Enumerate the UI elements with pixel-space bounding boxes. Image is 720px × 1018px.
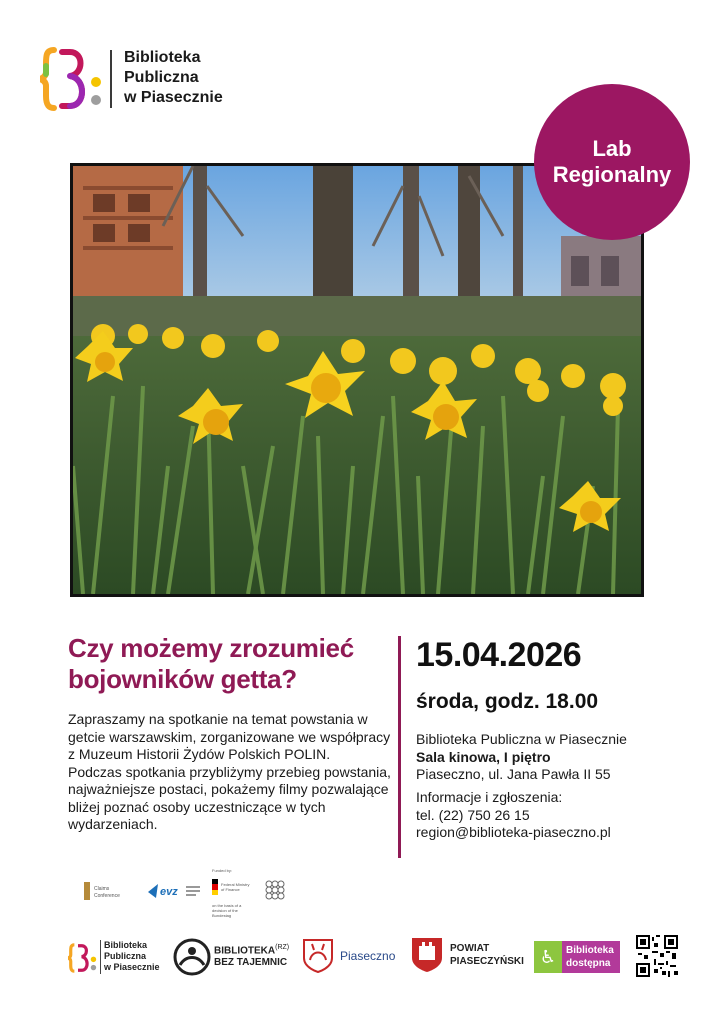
biblioteka-dostepna-logo — [534, 941, 620, 973]
footer-library-line-3: w Piasecznie — [104, 962, 160, 972]
venue-address: Piaseczno, ul. Jana Pawła II 55 — [416, 766, 611, 782]
contact-info — [416, 789, 611, 842]
polin-dots-icon — [265, 880, 285, 900]
german-flag-icon — [212, 879, 218, 895]
event-description — [68, 711, 398, 834]
badge-line-1: Lab — [592, 136, 632, 161]
piaseczno-logo — [302, 936, 400, 978]
daffodils-image — [73, 166, 641, 594]
federal-ministry-logo — [212, 868, 256, 918]
footer-library-logo — [68, 938, 163, 978]
contact-label: Informacje i zgłoszenia: — [416, 789, 563, 805]
powiat-line-1: POWIAT — [450, 943, 490, 954]
contact-phone[interactable]: tel. (22) 750 26 15 — [416, 806, 530, 823]
library-name-line-3: w Piasecznie — [124, 89, 223, 106]
powiat-line-2: PIASECZYŃSKI — [450, 956, 524, 967]
footer-library-mark-icon — [68, 940, 98, 976]
qr-code-icon — [636, 935, 678, 977]
bez-tajemnic-line-1: BIBLIOTEKA — [214, 945, 276, 957]
powiat-logo — [410, 936, 524, 978]
funded-by-label: Funded by: — [212, 868, 233, 873]
venue-room: Sala kinowa, I piętro — [416, 748, 551, 765]
venue-name: Biblioteka Publiczna w Piasecznie — [416, 731, 627, 747]
powiat-crest-icon — [410, 936, 444, 974]
piaseczno-label: Piaseczno — [340, 949, 396, 963]
event-description-paragraph-1: Zapraszamy na spotkanie na temat powstania w getcie warszawskim, zorganizowane we współpracy z Muzeum Historii Żydów Polskich POLIN. — [68, 711, 391, 762]
column-divider — [398, 636, 401, 858]
svg-text:Conference: Conference — [94, 893, 120, 899]
event-venue — [416, 731, 627, 784]
dostepna-line-2: dostępna — [566, 958, 611, 969]
event-title: Czy możemy zrozumieć bojowników getta? — [68, 633, 354, 694]
bez-tajemnic-sup: (RZ) — [275, 944, 290, 951]
evz-logo — [146, 878, 202, 904]
badge-line-2: Regionalny — [552, 162, 672, 187]
piaseczno-crest-icon — [302, 938, 334, 974]
library-name-line-2: Publiczna — [124, 69, 199, 86]
daffodils-photo — [70, 163, 644, 597]
bundestag-label: on the basis of a decision of the Bundestag — [212, 903, 242, 918]
logo-divider — [110, 50, 112, 108]
event-day-time: środa, godz. 18.00 — [416, 690, 599, 713]
event-date: 15.04.2026 — [416, 636, 582, 674]
contact-email[interactable]: region@biblioteka-piaseczno.pl — [416, 824, 611, 840]
dostepna-line-1: Biblioteka — [566, 945, 614, 956]
qr-code[interactable] — [636, 935, 678, 977]
lab-regionalny-badge — [534, 84, 690, 240]
svg-text:Claims: Claims — [94, 886, 110, 892]
library-logo-mark-icon — [40, 46, 106, 112]
library-name-line-1: Biblioteka — [124, 49, 201, 66]
bez-tajemnic-line-2: BEZ TAJEMNIC — [214, 957, 288, 969]
svg-text:evz: evz — [160, 886, 178, 898]
bez-tajemnic-icon — [172, 937, 212, 977]
footer-library-line-1: Biblioteka — [104, 940, 148, 950]
ministry-label: Federal Ministry of Finance — [221, 882, 250, 892]
claims-conference-icon — [82, 876, 132, 906]
polin-logo — [265, 880, 285, 900]
accessibility-icon: ♿ — [534, 941, 562, 973]
library-name — [124, 48, 223, 108]
event-description-paragraph-2: Podczas spotkania przybliżymy przebieg powstania, najważniejsze postaci, pokażemy filmy pozwalające bliżej poznać osoby uczestniczące w tych wydarzeniach. — [68, 763, 391, 832]
biblioteka-bez-tajemnic-logo — [172, 934, 292, 980]
evz-icon — [146, 878, 202, 904]
footer-library-line-2: Publiczna — [104, 951, 147, 961]
claims-conference-logo — [82, 876, 132, 906]
library-logo — [40, 46, 270, 116]
